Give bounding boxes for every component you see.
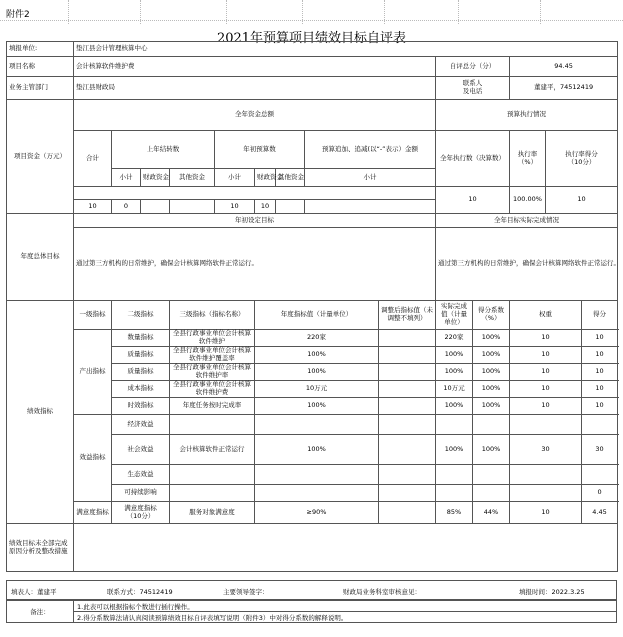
score-cell (582, 415, 618, 435)
unit-label: 填报单位: (7, 42, 74, 57)
carry-other-header: 其他资金 (170, 169, 215, 187)
score-cell: 10 (582, 330, 618, 347)
funds-exec-row (7, 187, 618, 200)
level2-cell: 社会效益 (112, 435, 170, 465)
score-cell: 30 (582, 435, 618, 465)
carry-other-value (170, 200, 215, 214)
weight-cell: 10 (510, 381, 582, 398)
goals-row-label: 年度总体目标 (7, 214, 74, 301)
grid-line (226, 0, 227, 24)
level3-cell (170, 485, 255, 502)
goals-planned-text: 通过第三方机构的日常维护，确保会计核算网络软件正常运行。 (74, 228, 436, 301)
level3-cell: 会计核算软件正常运行 (170, 435, 255, 465)
carry-fiscal-header: 财政资金 (141, 169, 170, 187)
reason-row (7, 524, 618, 572)
initial-fiscal-header: 财政资金 (255, 169, 276, 187)
annual-cell (255, 485, 379, 502)
attachment-label: 附件2 (6, 10, 30, 20)
grid-line (140, 0, 141, 24)
adjusted-cell (379, 435, 436, 465)
coef-cell: 100% (473, 347, 510, 364)
level3-cell: 全县行政事业单位会计核算软件维护覆盖率 (170, 347, 255, 364)
level3-cell: 全县行政事业单位会计核算软件维护 (170, 330, 255, 347)
reason-label: 绩效目标未全部完成原因分析及整改措施 (7, 524, 74, 572)
weight-cell: 10 (510, 330, 582, 347)
score-cell: 10 (582, 381, 618, 398)
weight-cell: 10 (510, 364, 582, 381)
dept-row (7, 77, 618, 100)
note-2: 2.得分系数算法请认真阅读预算绩效目标自评表填写说明（附件3）中对得分系数的解释说明。 (74, 612, 617, 623)
initial-subtotal-header: 小计 (215, 169, 255, 187)
opinion-text: 财政局业务科室审核意见： (343, 588, 421, 596)
adjusted-cell (379, 381, 436, 398)
goals-actual-header: 全年目标实际完成情况 (436, 214, 618, 228)
level3-cell: 全县行政事业单位会计核算软件维护率 (170, 364, 255, 381)
level2-cell: 生态效益 (112, 465, 170, 485)
adjusted-value-header: 调整后指标值（未调整不填列） (379, 301, 436, 330)
level2-cell: 经济效益 (112, 415, 170, 435)
grid-line (384, 0, 385, 24)
actual-value-header: 实际完成值（计量单位） (436, 301, 473, 330)
contact-label: 联系人 及电话 (436, 77, 510, 100)
weight-cell: 10 (510, 347, 582, 364)
initial-subtotal-value: 10 (215, 200, 255, 214)
goals-header-row (7, 214, 618, 228)
exec-amount-value: 10 (436, 187, 510, 214)
annual-cell: 100% (255, 398, 379, 415)
indicator-row (7, 502, 618, 524)
funds-initial-header: 年初预算数 (215, 131, 305, 169)
level3-cell: 全县行政事业单位会计核算软件维护费 (170, 381, 255, 398)
initial-other-value (276, 200, 305, 214)
unit-value: 垫江县会计管理核算中心 (74, 42, 618, 57)
project-row (7, 57, 618, 77)
level3-cell (170, 415, 255, 435)
note-1: 1.此表可以根据指标个数进行插行操作。 (74, 601, 617, 612)
weight-cell: 10 (510, 398, 582, 415)
adjusted-cell (379, 415, 436, 435)
grid-line (458, 0, 459, 24)
note-row (7, 612, 617, 623)
goals-actual-text: 通过第三方机构的日常维护，确保会计核算网络软件正常运行。 (436, 228, 618, 301)
weight-cell: 30 (510, 435, 582, 465)
score-header: 得分 (582, 301, 618, 330)
score-cell: 0 (582, 485, 618, 502)
indicators-row-label: 绩效指标 (7, 301, 74, 524)
carry-fiscal-value (141, 200, 170, 214)
coef-cell: 100% (473, 435, 510, 465)
annual-cell: 100% (255, 347, 379, 364)
funds-total-col: 合计 (74, 131, 112, 187)
actual-cell: 100% (436, 347, 473, 364)
exec-rate-value: 100.00% (510, 187, 546, 214)
grid-line (0, 20, 623, 21)
project-value: 会计核算软件维护费 (74, 57, 436, 77)
notes-table (6, 600, 617, 623)
footer-row (6, 580, 617, 600)
adjusted-cell (379, 330, 436, 347)
adjust-subtotal-header: 小计 (305, 169, 436, 187)
level3-header: 三级指标（指标名称） (170, 301, 255, 330)
weight-cell (510, 415, 582, 435)
dept-value: 垫江县财政局 (74, 77, 436, 100)
level1-benefit: 效益指标 (74, 415, 112, 502)
phone-text: 联系方式：74512419 (107, 588, 173, 596)
score-value: 94.45 (510, 57, 618, 77)
funds-header-row (7, 100, 618, 131)
level2-cell: 时效指标 (112, 398, 170, 415)
funds-exec-amount-header: 全年执行数（决算数） (436, 131, 510, 187)
coef-cell: 100% (473, 330, 510, 347)
level2-cell: 满意度指标 （10分） (112, 502, 170, 524)
actual-cell (436, 415, 473, 435)
adjusted-cell (379, 502, 436, 524)
score-cell: 10 (582, 347, 618, 364)
grid-line (540, 0, 541, 24)
funds-subheader-row (7, 131, 618, 169)
actual-cell: 10万元 (436, 381, 473, 398)
coefficient-header: 得分系数（%） (473, 301, 510, 330)
total-value: 10 (74, 200, 112, 214)
level2-cell: 数量指标 (112, 330, 170, 347)
funds-exec-header: 预算执行情况 (436, 100, 618, 131)
page-title: 2021年预算项目绩效目标自评表 (216, 31, 407, 46)
annual-cell (255, 465, 379, 485)
annual-cell: 220家 (255, 330, 379, 347)
adjusted-cell (379, 364, 436, 381)
level2-cell: 可持续影响 (112, 485, 170, 502)
annual-cell: 100% (255, 435, 379, 465)
funds-exec-rate-header: 执行率 （%） (510, 131, 546, 187)
level1-output: 产出指标 (74, 330, 112, 415)
unit-row (7, 42, 618, 57)
annual-value-header: 年度指标值（计量单位） (255, 301, 379, 330)
score-cell (582, 465, 618, 485)
actual-cell (436, 465, 473, 485)
funds-exec-score-header: 执行率得分 （10分） (546, 131, 618, 187)
funds-row-label: 项目资金（万元） (7, 100, 74, 214)
score-label: 自评总分（分） (436, 57, 510, 77)
actual-cell (436, 485, 473, 502)
grid-line (68, 0, 69, 24)
adjusted-cell (379, 465, 436, 485)
indicators-header-row (7, 301, 618, 330)
adjusted-cell (379, 398, 436, 415)
initial-other-header: 其他资金 (276, 169, 305, 187)
score-cell: 4.45 (582, 502, 618, 524)
funds-adjust-header: 预算追加、追减(以“-”表示）金额 (305, 131, 436, 169)
level1-header: 一级指标 (74, 301, 112, 330)
level1-satisfaction: 满意度指标 (74, 502, 112, 524)
adjusted-cell (379, 485, 436, 502)
annual-cell: 10万元 (255, 381, 379, 398)
level3-cell: 服务对象满意度 (170, 502, 255, 524)
level2-cell: 质量指标 (112, 347, 170, 364)
exec-score-value: 10 (546, 187, 618, 214)
score-cell: 10 (582, 364, 618, 381)
level2-cell: 成本指标 (112, 381, 170, 398)
weight-cell (510, 465, 582, 485)
dept-label: 业务主管部门 (7, 77, 74, 100)
actual-cell: 100% (436, 364, 473, 381)
reason-value (74, 524, 618, 572)
adjust-subtotal-value (305, 200, 436, 214)
level3-cell (170, 465, 255, 485)
level2-header: 二级指标 (112, 301, 170, 330)
funds-total-header: 全年资金总额 (74, 100, 436, 131)
contact-value: 董建平，74512419 (510, 77, 618, 100)
actual-cell: 100% (436, 435, 473, 465)
weight-cell: 10 (510, 502, 582, 524)
indicator-row (7, 415, 618, 435)
filler-text: 填表人：董建平 (11, 588, 57, 596)
goals-planned-header: 年初设定目标 (74, 214, 436, 228)
weight-header: 权重 (510, 301, 582, 330)
carry-subtotal-header: 小计 (112, 169, 141, 187)
notes-label: 备注： (7, 601, 74, 623)
carry-subtotal-value: 0 (112, 200, 141, 214)
funds-blank (74, 187, 436, 200)
project-label: 项目名称 (7, 57, 74, 77)
coef-cell: 100% (473, 381, 510, 398)
level2-cell: 质量指标 (112, 364, 170, 381)
weight-cell (510, 485, 582, 502)
coef-cell: 100% (473, 364, 510, 381)
initial-fiscal-value: 10 (255, 200, 276, 214)
level3-cell: 年度任务按时完成率 (170, 398, 255, 415)
score-cell: 10 (582, 398, 618, 415)
coef-cell: 44% (473, 502, 510, 524)
annual-cell: ≥90% (255, 502, 379, 524)
actual-cell: 100% (436, 398, 473, 415)
actual-cell: 220家 (436, 330, 473, 347)
coef-cell (473, 485, 510, 502)
grid-line (302, 0, 303, 24)
coef-cell (473, 415, 510, 435)
coef-cell (473, 465, 510, 485)
adjusted-cell (379, 347, 436, 364)
annual-cell (255, 415, 379, 435)
note-row (7, 601, 617, 612)
goals-text-row (7, 228, 618, 301)
leader-text: 主要领导签字： (223, 588, 269, 596)
actual-cell: 85% (436, 502, 473, 524)
evaluation-table (6, 41, 618, 572)
indicator-row (7, 330, 618, 347)
funds-carry-header: 上年结转数 (112, 131, 215, 169)
coef-cell: 100% (473, 398, 510, 415)
annual-cell: 100% (255, 364, 379, 381)
date-text: 填报时间：2022.3.25 (519, 588, 585, 596)
